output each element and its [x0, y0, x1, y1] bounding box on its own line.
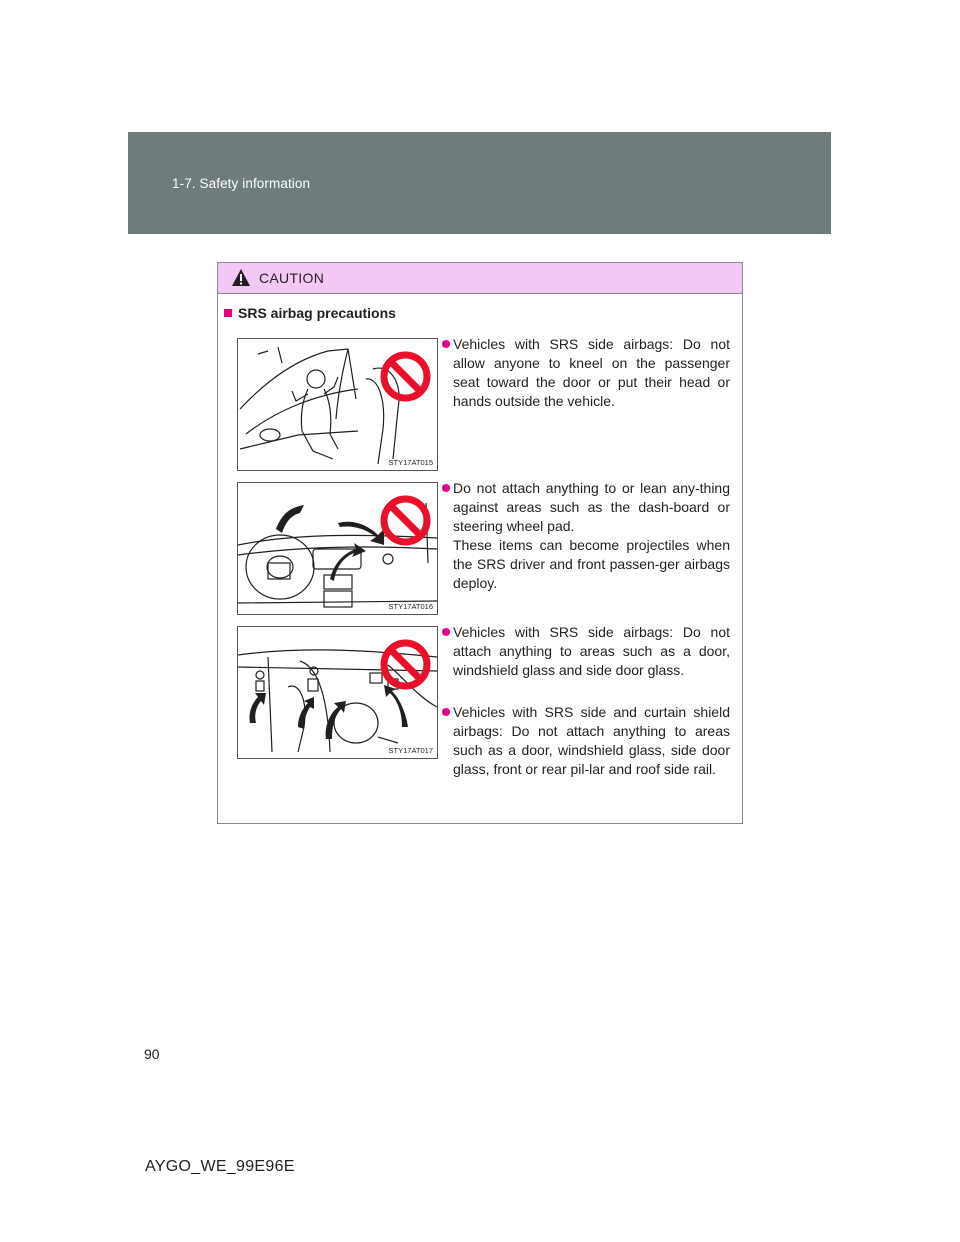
bullet-text: Do not attach anything to or lean any-thing against areas such as the dash-board or steering wheel pad. [453, 480, 730, 534]
page-number: 90 [144, 1046, 160, 1062]
bullet-text: These items can become projectiles when the SRS driver and front passen-ger airbags deploy. [453, 537, 730, 591]
bullet-text: Vehicles with SRS side airbags: Do not attach anything to areas such as a door, windshield glass and side door glass. [453, 624, 730, 678]
bullet-text: Vehicles with SRS side airbags: Do not allow anyone to kneel on the passenger seat toward the door or put their head or hands outside the vehicle. [453, 336, 730, 409]
prohibition-icon [379, 494, 432, 547]
figure-kneeling-on-seat [237, 338, 438, 471]
subheading [224, 305, 396, 321]
caution-header [218, 263, 742, 294]
prohibition-icon [379, 638, 432, 691]
bullet-item [442, 623, 730, 680]
header-band [128, 132, 831, 234]
bullet-dot-icon [442, 708, 450, 716]
document-code: AYGO_WE_99E96E [145, 1158, 295, 1175]
caution-box [217, 262, 743, 824]
figure-code: STY17AT016 [388, 602, 433, 611]
warning-triangle-icon [231, 268, 251, 287]
section-title: 1-7. Safety information [172, 176, 311, 191]
figure-cabin-interior [237, 626, 438, 759]
figure-code: STY17AT015 [388, 458, 433, 467]
caution-title: CAUTION [259, 270, 325, 286]
bullet-text: Vehicles with SRS side and curtain shield airbags: Do not attach anything to areas such as a door, windshield glass, side door glass, front or rear pil-lar and roof side rail. [453, 704, 730, 777]
bullet-dot-icon [442, 340, 450, 348]
bullet-dot-icon [442, 628, 450, 636]
bullet-dot-icon [442, 484, 450, 492]
subheading-text: SRS airbag precautions [238, 305, 396, 321]
square-bullet-icon [224, 309, 232, 317]
bullet-item [442, 479, 730, 593]
figure-code: STY17AT017 [388, 746, 433, 755]
bullet-item [442, 335, 730, 411]
bullet-item [442, 703, 730, 779]
figure-dashboard [237, 482, 438, 615]
prohibition-icon [379, 350, 432, 403]
